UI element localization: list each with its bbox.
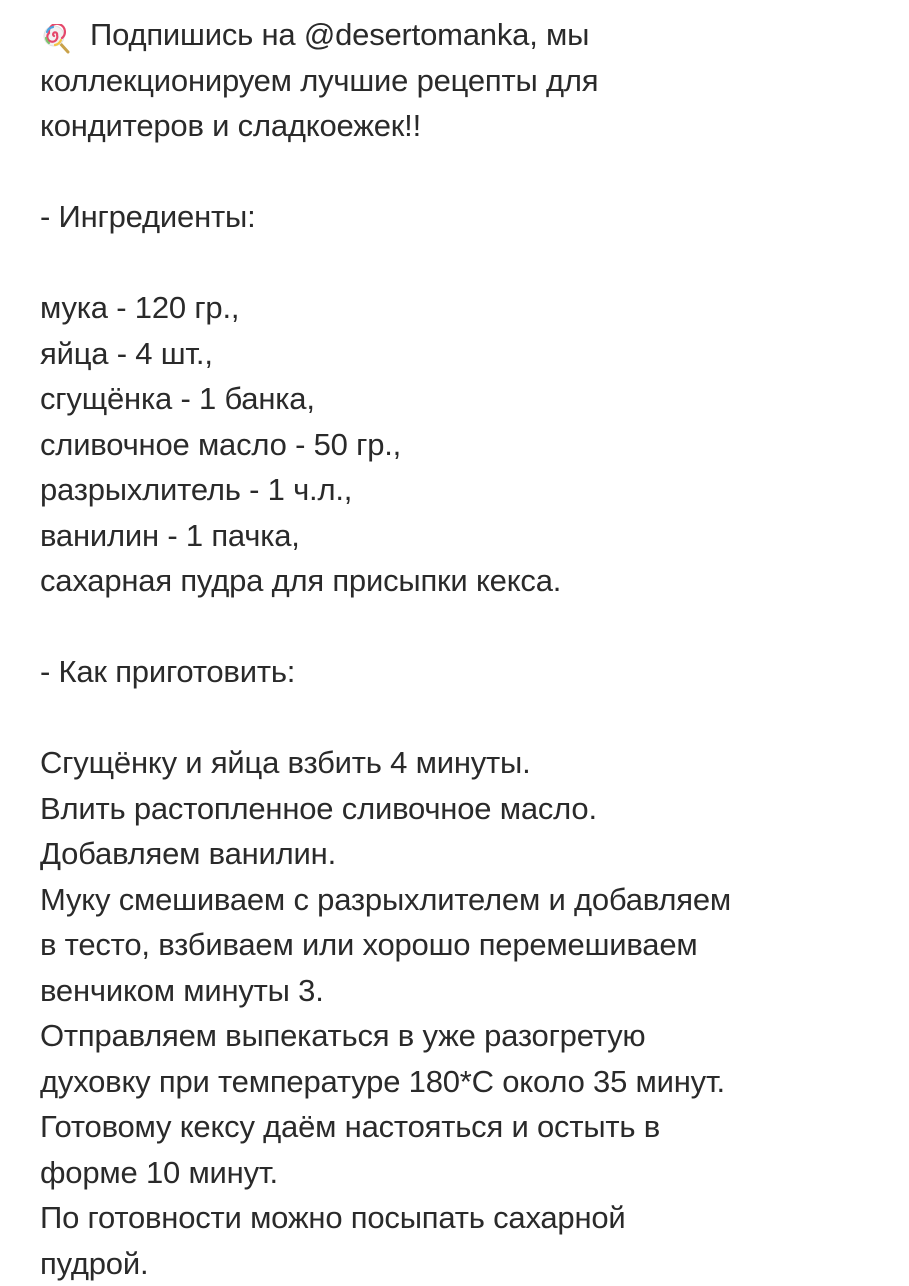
method-line: форме 10 минут. xyxy=(40,1150,900,1196)
spacer xyxy=(40,695,900,741)
spacer xyxy=(40,240,900,286)
method-line: Влить растопленное сливочное масло. xyxy=(40,786,900,832)
ingredient-item: сахарная пудра для присыпки кекса. xyxy=(40,558,900,604)
method-line: Готовому кексу даём настояться и остыть в xyxy=(40,1104,900,1150)
lollipop-icon xyxy=(42,21,72,51)
intro-line-1 xyxy=(40,12,900,58)
method-line: Муку смешиваем с разрыхлителем и добавляем xyxy=(40,877,900,923)
ingredient-item: яйца - 4 шт., xyxy=(40,331,900,377)
method-line: венчиком минуты 3. xyxy=(40,968,900,1014)
ingredient-item: мука - 120 гр., xyxy=(40,285,900,331)
method-line: Отправляем выпекаться в уже разогретую xyxy=(40,1013,900,1059)
spacer xyxy=(40,149,900,195)
ingredient-item: сливочное масло - 50 гр., xyxy=(40,422,900,468)
post-text xyxy=(40,12,900,1286)
method-line: По готовности можно посыпать сахарной xyxy=(40,1195,900,1241)
method-line: пудрой. xyxy=(40,1241,900,1286)
ingredient-item: разрыхлитель - 1 ч.л., xyxy=(40,467,900,513)
intro-prefix: Подпишись на xyxy=(90,12,304,58)
method-line: в тесто, взбиваем или хорошо перемешиваем xyxy=(40,922,900,968)
intro-line-3: кондитеров и сладкоежек!! xyxy=(40,103,900,149)
method-line: духовку при температуре 180*С около 35 минут. xyxy=(40,1059,900,1105)
ingredient-item: сгущёнка - 1 банка, xyxy=(40,376,900,422)
method-line: Сгущёнку и яйца взбить 4 минуты. xyxy=(40,740,900,786)
ingredients-heading: - Ингредиенты: xyxy=(40,194,900,240)
intro-line-2: коллекционируем лучшие рецепты для xyxy=(40,58,900,104)
method-line: Добавляем ванилин. xyxy=(40,831,900,877)
mention-link[interactable]: @desertomanka xyxy=(304,12,529,58)
spacer xyxy=(40,604,900,650)
ingredient-item: ванилин - 1 пачка, xyxy=(40,513,900,559)
method-heading: - Как приготовить: xyxy=(40,649,900,695)
intro-suffix: , мы xyxy=(529,12,589,58)
